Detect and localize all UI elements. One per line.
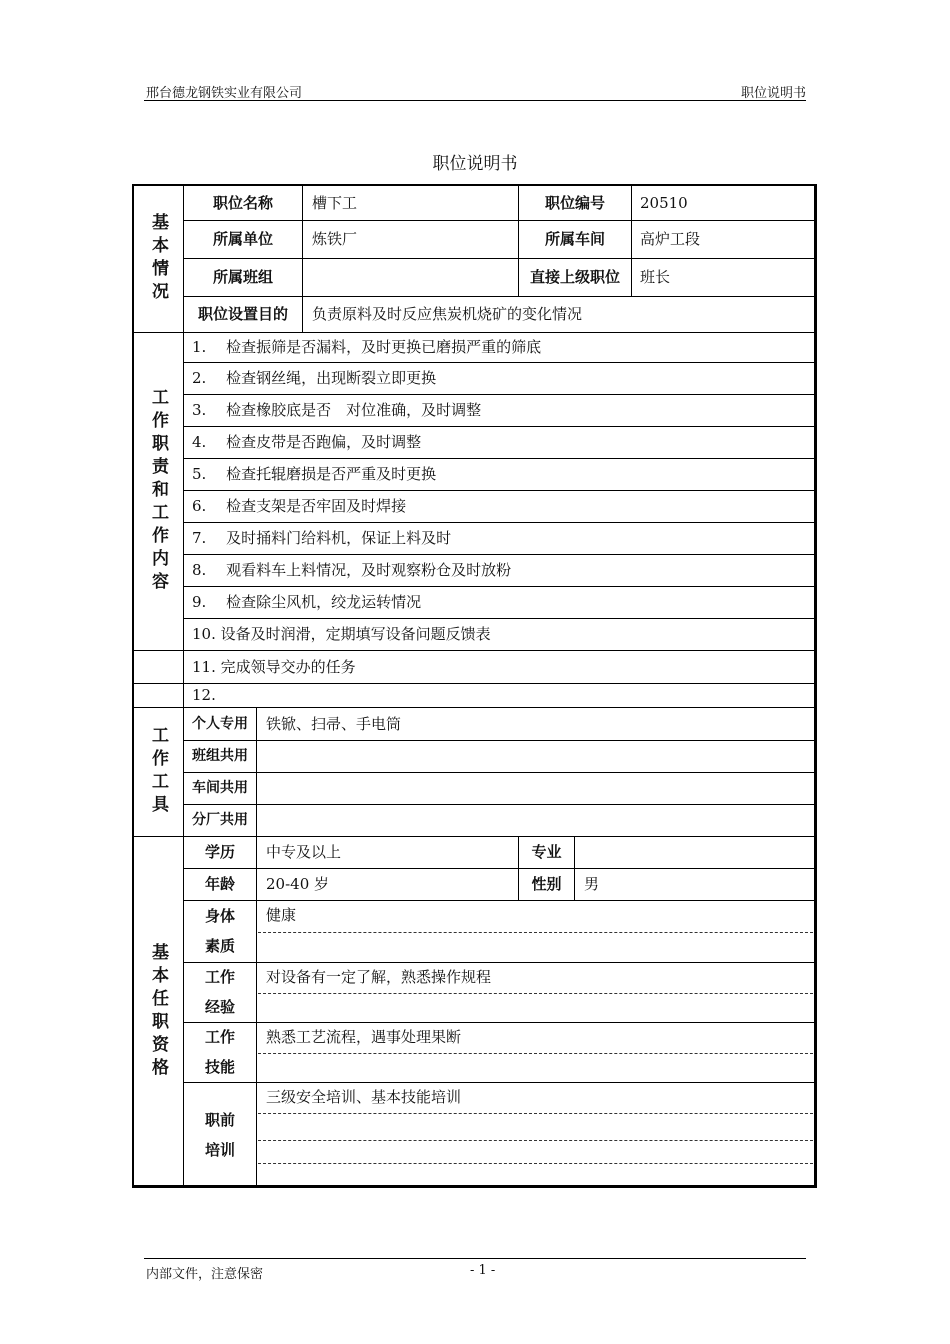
header-company: 邢台德龙钢铁实业有限公司 [146,86,303,101]
superior-value: 班长 [640,268,671,286]
purpose-value: 负责原料及时反应焦炭机烧矿的变化情况 [312,305,583,323]
page-title: 职位说明书 [432,154,518,174]
experience-label: 工作 经验 [204,968,235,1016]
team-label: 所属班组 [212,268,273,286]
tool-team-value [266,740,806,772]
tool-workshop-value [266,772,806,804]
section-basic-info: 基本情况 [148,213,168,305]
training-label: 职前 培训 [204,1110,235,1159]
position-code-value: 20510 [640,194,688,212]
skills-label: 工作 技能 [204,1028,235,1076]
tool-team-label: 班组共用 [192,748,248,764]
age-label: 年龄 [204,875,235,893]
gender-value: 男 [584,875,600,893]
header-rule [144,100,806,101]
position-name-value: 槽下工 [312,194,358,212]
gender-label: 性别 [531,875,562,893]
section-qualifications: 基本任职资格 [148,942,168,1081]
footer-confidential: 内部文件，注意保密 [146,1267,264,1282]
duty-item: 2. 检查钢丝绳，出现断裂立即更换 [192,369,437,387]
position-code-label: 职位编号 [544,194,605,212]
section-tools: 工作工具 [148,725,168,818]
header-doc-type: 职位说明书 [740,86,806,101]
section-duties: 工作职责和工作内容 [148,387,168,595]
duty-item: 7. 及时捅料门给料机，保证上料及时 [192,529,452,547]
duty-item: 9. 检查除尘风机，绞龙运转情况 [192,593,422,611]
unit-label: 所属单位 [212,230,273,248]
duty-item: 1. 检查振筛是否漏料，及时更换已磨损严重的筛底 [192,338,542,356]
skills-value: 熟悉工艺流程，遇事处理果断 [266,1028,462,1046]
education-value: 中专及以上 [266,843,342,861]
duty-item: 5. 检查托辊磨损是否严重及时更换 [192,465,437,483]
education-label: 学历 [204,843,235,861]
tool-branch-label: 分厂共用 [192,812,248,828]
major-label: 专业 [531,843,562,861]
duty-item: 3. 检查橡胶底是否 对位准确，及时调整 [192,401,482,419]
workshop-label: 所属车间 [544,230,605,248]
footer-rule [144,1258,806,1259]
workshop-value: 高炉工段 [640,230,701,248]
duty-item: 10. 设备及时润滑，定期填写设备问题反馈表 [192,625,491,643]
tool-personal-label: 个人专用 [192,715,248,732]
purpose-label: 职位设置目的 [197,305,288,323]
training-value: 三级安全培训、基本技能培训 [266,1088,462,1106]
unit-value: 炼铁厂 [312,230,358,248]
health-label: 身体 素质 [204,907,235,955]
duty-item: 6. 检查支架是否牢固及时焊接 [192,497,407,515]
health-value: 健康 [266,906,297,924]
team-value [312,258,512,296]
superior-label: 直接上级职位 [529,268,620,286]
tool-workshop-label: 车间共用 [192,780,248,796]
duty-item: 8. 观看料车上料情况，及时观察粉仓及时放粉 [192,561,512,579]
duty-item: 4. 检查皮带是否跑偏，及时调整 [192,433,422,451]
major-value [584,836,809,868]
page-number: - 1 - [470,1263,496,1278]
tool-branch-value [266,804,806,836]
age-value: 20-40 岁 [266,875,330,893]
experience-value: 对设备有一定了解，熟悉操作规程 [266,968,492,986]
duty-item: 11. 完成领导交办的任务 [192,657,356,676]
duty-item: 12. [192,686,216,704]
position-name-label: 职位名称 [212,194,273,212]
tool-personal-value: 铁锨、扫帚、手电筒 [266,714,402,733]
